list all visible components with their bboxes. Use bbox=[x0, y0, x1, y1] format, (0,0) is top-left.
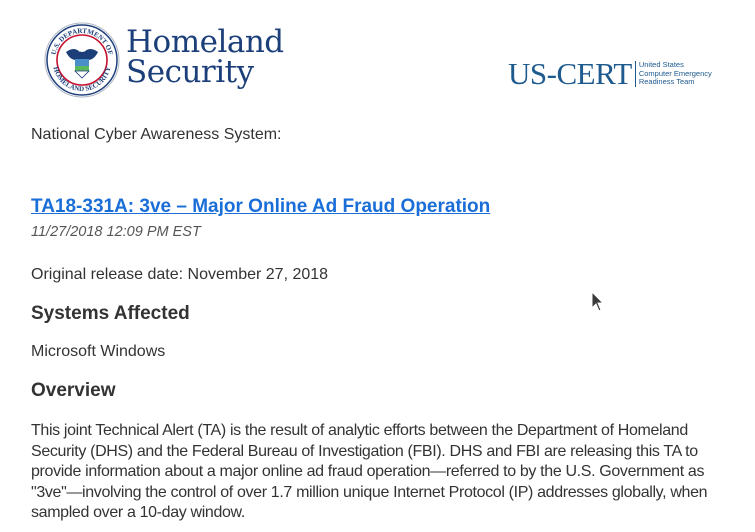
release-date: Original release date: November 27, 2018 bbox=[31, 266, 329, 283]
uscert-subtitle bbox=[639, 61, 712, 87]
dhs-wordmark-line2: Security bbox=[126, 54, 254, 90]
alert-timestamp: 11/27/2018 12:09 PM EST bbox=[31, 224, 201, 240]
svg-text:HOMELAND SECURITY: HOMELAND SECURITY bbox=[51, 65, 113, 94]
overview-body: This joint Technical Alert (TA) is the result of analytic efforts between the Department of Homeland Security (DHS) and the Federal Bureau of Investigation (FBI). DHS and FBI are releasing this TA to provide information about a major online ad fraud operation—referred to by the U.S. Government as "3ve"—involving the control of over 1.7 million unique Internet Protocol (IP) addresses globally, when sampled over a 10-day window. bbox=[31, 422, 708, 521]
uscert-sub-line3: Readiness Team bbox=[638, 77, 695, 87]
uscert-wordmark: US-CERT bbox=[508, 56, 632, 91]
alert-title-link[interactable]: TA18-331A: 3ve – Major Online Ad Fraud Operation bbox=[31, 196, 491, 217]
mouse-pointer-icon bbox=[591, 291, 605, 313]
intro-text: National Cyber Awareness System: bbox=[31, 126, 282, 143]
uscert-divider bbox=[635, 61, 636, 87]
systems-affected-body: Microsoft Windows bbox=[31, 343, 166, 360]
dhs-logo bbox=[44, 22, 284, 98]
uscert-logo bbox=[508, 58, 712, 90]
uscert-sub-line2: Computer Emergency bbox=[638, 68, 712, 78]
overview-heading: Overview bbox=[31, 380, 116, 401]
dhs-seal-icon bbox=[44, 22, 120, 98]
systems-affected-heading: Systems Affected bbox=[31, 303, 190, 324]
dhs-wordmark-line1: Homeland bbox=[126, 24, 284, 60]
email-header bbox=[0, 0, 755, 110]
svg-text:U.S. DEPARTMENT OF: U.S. DEPARTMENT OF bbox=[49, 26, 115, 56]
uscert-sub-line1: United States bbox=[638, 60, 684, 70]
